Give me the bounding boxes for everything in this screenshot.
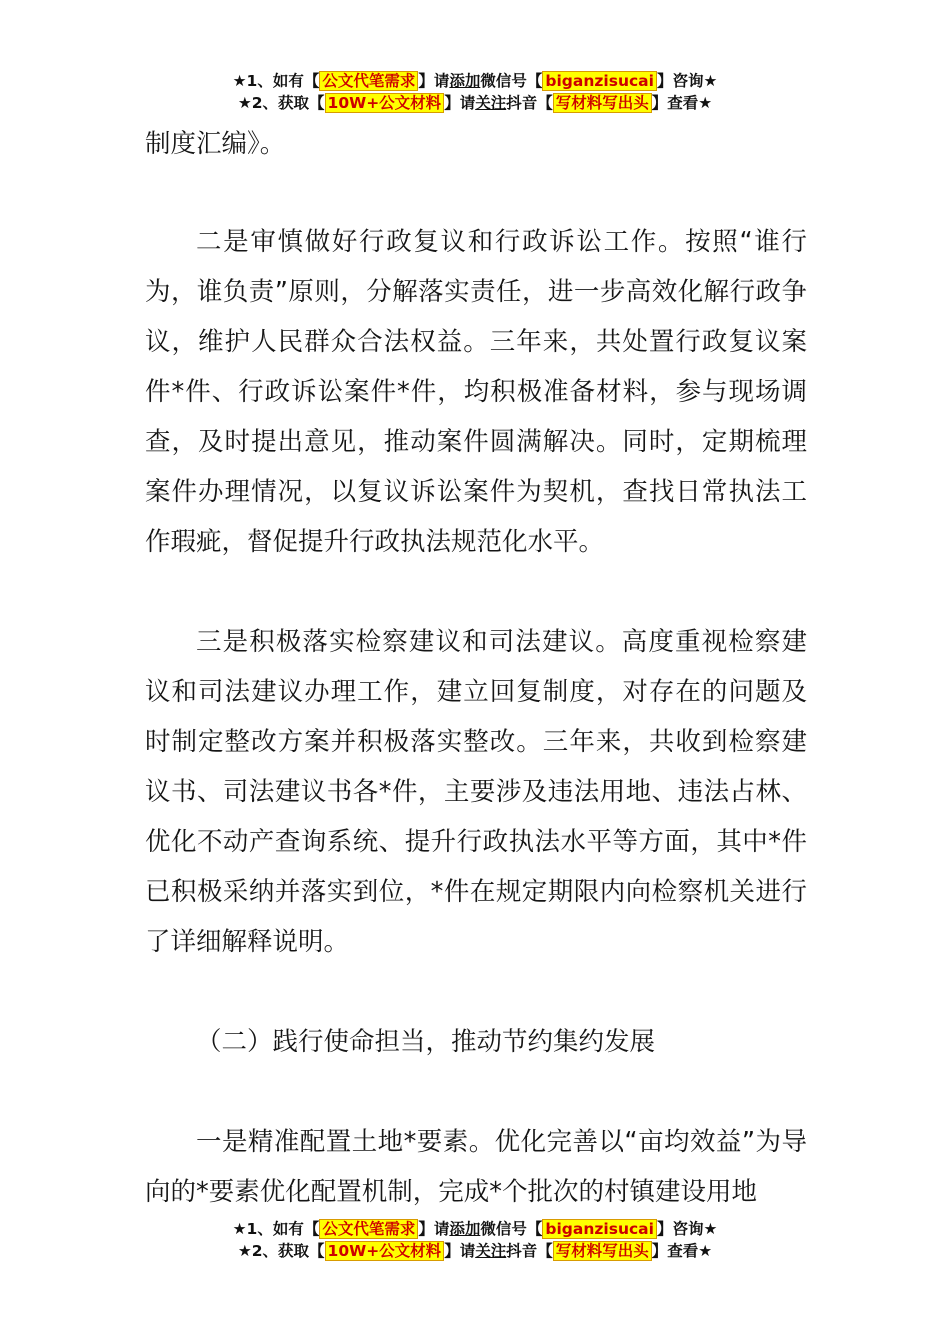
paragraph-administrative-review: 二是审慎做好行政复议和行政诉讼工作。按照“谁行为，谁负责”原则，分解落实责任，进一步高效化解行政争议，维护人民群众合法权益。三年来，共处置行政复议案件*件、行政诉讼案件*件，均积极准备材料，参与现场调查，及时提出意见，推动案件圆满解决。同时，定期梳理案件办理情况，以复议诉讼案件为契机，查找日常执法工作瑕疵，督促提升行政执法规范化水平。: [145, 227, 807, 557]
promo-text: 】请: [418, 1220, 450, 1238]
promo-text: 微信号【: [480, 1220, 543, 1238]
promo-highlight: 公文代笔需求: [319, 71, 418, 91]
promo-line-1: [0, 70, 950, 92]
promo-text: 】查看★: [651, 94, 713, 112]
promo-highlight: 写材料写出头: [553, 1241, 652, 1261]
promo-highlight: 10W+公文材料: [325, 93, 445, 113]
promo-highlight: 10W+公文材料: [325, 1241, 445, 1261]
promo-text: ★2、获取【: [237, 1242, 325, 1260]
promo-highlight: biganzisucai: [542, 71, 657, 91]
promo-underlined-text: 添加: [449, 72, 481, 90]
promo-text: ★1、如有【: [232, 72, 320, 90]
promo-highlight: biganzisucai: [542, 1219, 657, 1239]
promo-highlight: 公文代笔需求: [319, 1219, 418, 1239]
promo-line-2: [0, 92, 950, 114]
promo-text: 】请: [444, 1242, 476, 1260]
promo-text: 】查看★: [651, 1242, 713, 1260]
footer-promo-banner: [0, 1218, 950, 1262]
document-body: [145, 119, 807, 1217]
promo-line-1: [0, 1218, 950, 1240]
promo-underlined-text: 添加: [449, 1220, 481, 1238]
promo-underlined-text: 关注: [475, 1242, 507, 1260]
paragraph-continuation: 制度汇编》。: [145, 129, 286, 159]
header-promo-banner: [0, 70, 950, 114]
promo-highlight: 写材料写出头: [553, 93, 652, 113]
section-heading: （二）践行使命担当，推动节约集约发展: [196, 1027, 656, 1057]
promo-text: 】请: [444, 94, 476, 112]
paragraph-land-allocation: 一是精准配置土地*要素。优化完善以“亩均效益”为导向的*要素优化配置机制，完成*个批次的村镇建设用地: [145, 1127, 807, 1207]
promo-line-2: [0, 1240, 950, 1262]
promo-text: 】请: [418, 72, 450, 90]
promo-text: 抖音【: [506, 1242, 553, 1260]
promo-text: ★1、如有【: [232, 1220, 320, 1238]
paragraph-procuratorial-suggestions: 三是积极落实检察建议和司法建议。高度重视检察建议和司法建议办理工作，建立回复制度，对存在的问题及时制定整改方案并积极落实整改。三年来，共收到检察建议书、司法建议书各*件，主要涉及违法用地、违法占林、优化不动产查询系统、提升行政执法水平等方面，其中*件已积极采纳并落实到位，*件在规定期限内向检察机关进行了详细解释说明。: [145, 627, 807, 957]
promo-text: ★2、获取【: [237, 94, 325, 112]
promo-text: 抖音【: [506, 94, 553, 112]
promo-text: 微信号【: [480, 72, 543, 90]
promo-text: 】咨询★: [656, 1220, 718, 1238]
promo-underlined-text: 关注: [475, 94, 507, 112]
promo-text: 】咨询★: [656, 72, 718, 90]
